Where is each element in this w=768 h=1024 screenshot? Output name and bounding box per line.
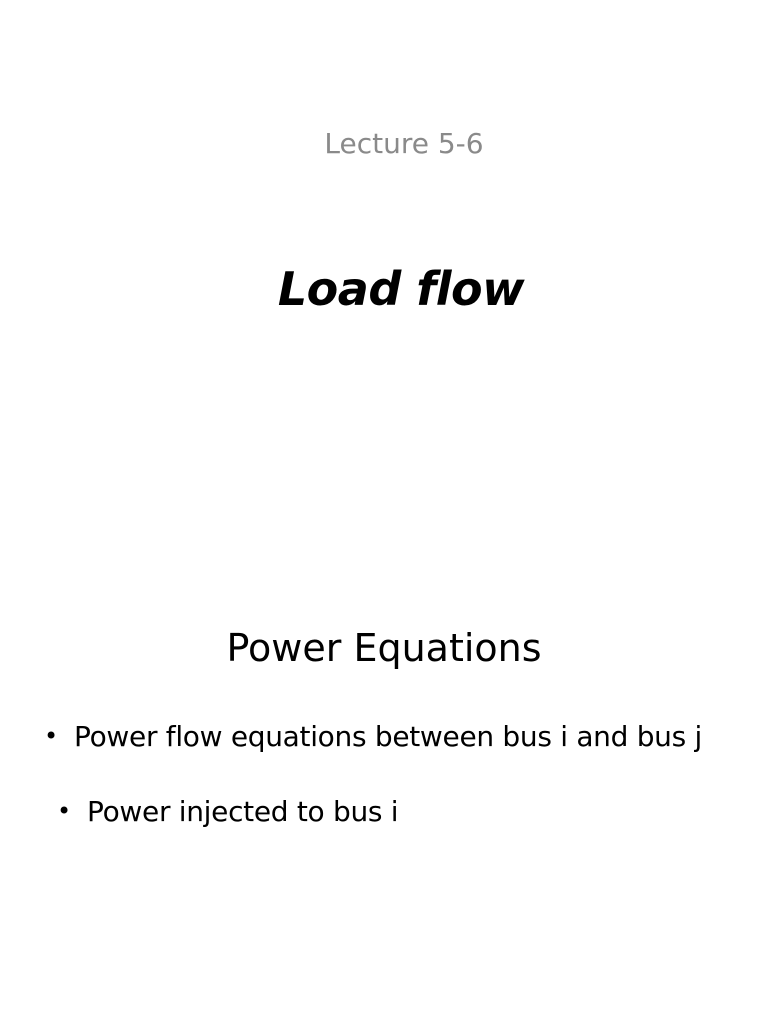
bullet-point-icon: • [57, 797, 71, 825]
content-slide [0, 560, 768, 1024]
lecture-subtitle: Lecture 5-6 [324, 127, 484, 160]
bullet-text: Power flow equations between bus i and bus j [74, 720, 702, 753]
slide-title: Load flow [277, 262, 525, 316]
section-heading: Power Equations [226, 626, 542, 670]
bullet-text: Power injected to bus i [87, 795, 399, 828]
bullet-item [44, 720, 702, 753]
bullet-point-icon: • [44, 722, 58, 750]
bullet-item [57, 795, 398, 828]
